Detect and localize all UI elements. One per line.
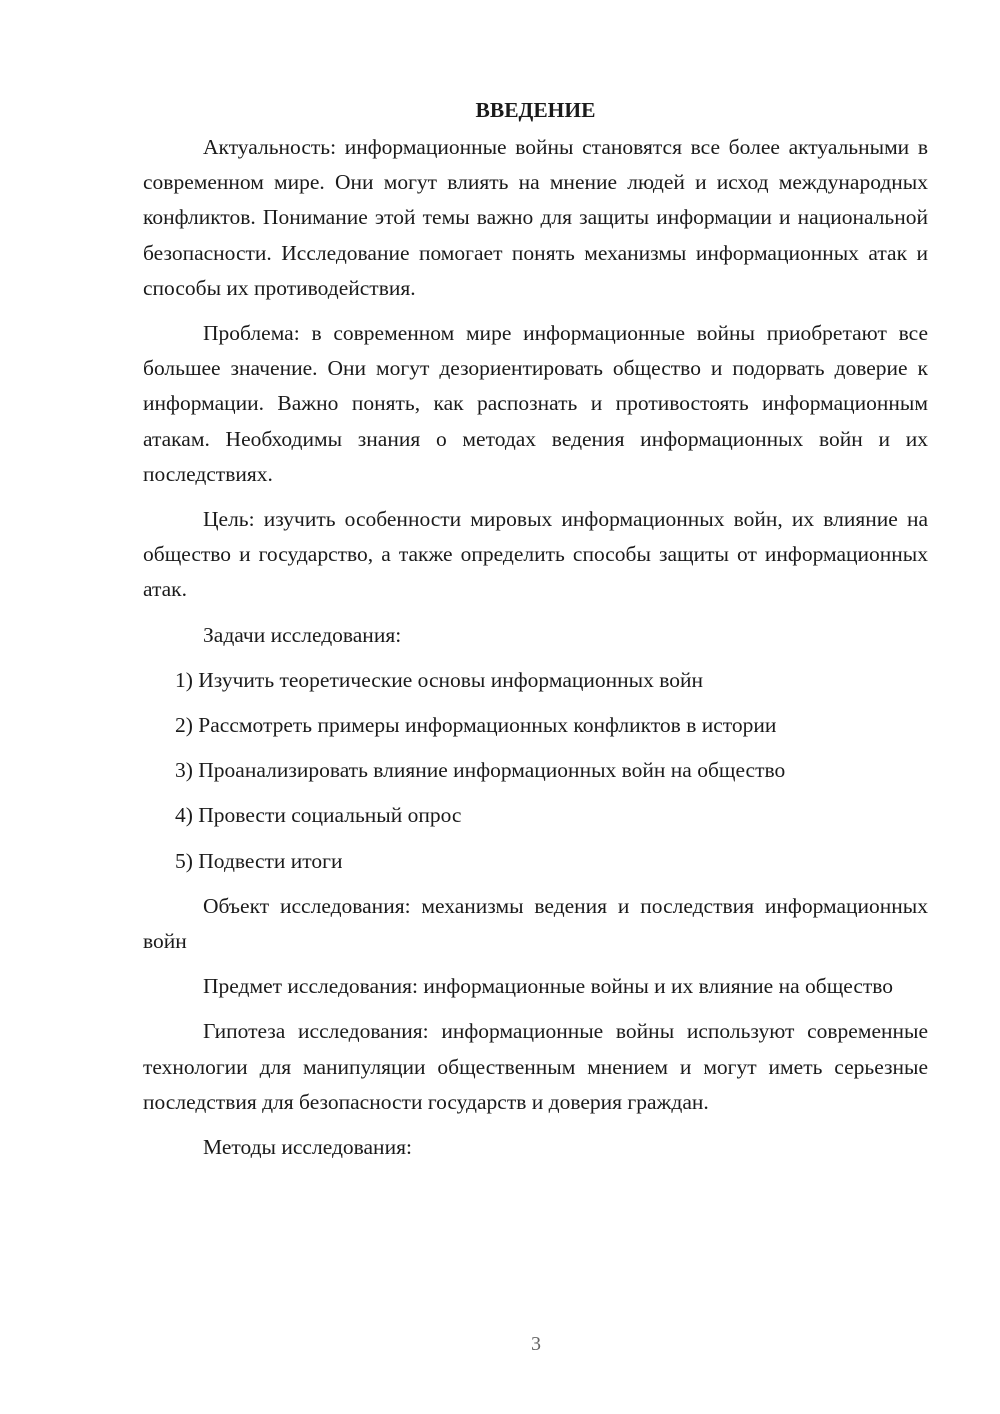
object-paragraph: Объект исследования: механизмы ведения и последствия информационных войн xyxy=(143,893,928,954)
tasks-list xyxy=(143,663,928,879)
relevance-paragraph: Актуальность: информационные войны становятся все более актуальными в современном мире. Они могут влиять на мнение людей и исход международных конфликтов. Понимание этой темы важно для защиты информации и национальной безопасности. Исследование помогает понять механизмы информационных атак и способы их противодействия. xyxy=(143,135,928,300)
list-item: 1) Изучить теоретические основы информационных войн xyxy=(175,667,703,692)
list-item: 2) Рассмотреть примеры информационных конфликтов в истории xyxy=(175,713,777,738)
list-item: 5) Подвести итоги xyxy=(175,848,343,873)
section-heading: ВВЕДЕНИЕ xyxy=(475,98,596,122)
page-number: 3 xyxy=(531,1333,541,1355)
methods-title: Методы исследования: xyxy=(203,1135,412,1160)
tasks-title: Задачи исследования: xyxy=(203,622,402,647)
subject-paragraph: Предмет исследования: информационные войны и их влияние на общество xyxy=(203,974,894,999)
hypothesis-paragraph: Гипотеза исследования: информационные войны используют современные технологии для манипуляции общественным мнением и могут иметь серьезные последствия для безопасности государств и доверия граждан. xyxy=(143,1019,928,1114)
list-item: 3) Проанализировать влияние информационных войн на общество xyxy=(175,758,786,783)
goal-paragraph: Цель: изучить особенности мировых информационных войн, их влияние на общество и государство, а также определить способы защиты от информационных атак. xyxy=(143,507,928,602)
problem-paragraph: Проблема: в современном мире информационные войны приобретают все большее значение. Они могут дезориентировать общество и подорвать доверие к информации. Важно понять, как распознать и противостоять информационным атакам. Необходимы знания о методах ведения информационных войн и их последствиях. xyxy=(143,321,928,486)
list-item: 4) Провести социальный опрос xyxy=(175,803,462,828)
page-content xyxy=(143,92,928,1175)
